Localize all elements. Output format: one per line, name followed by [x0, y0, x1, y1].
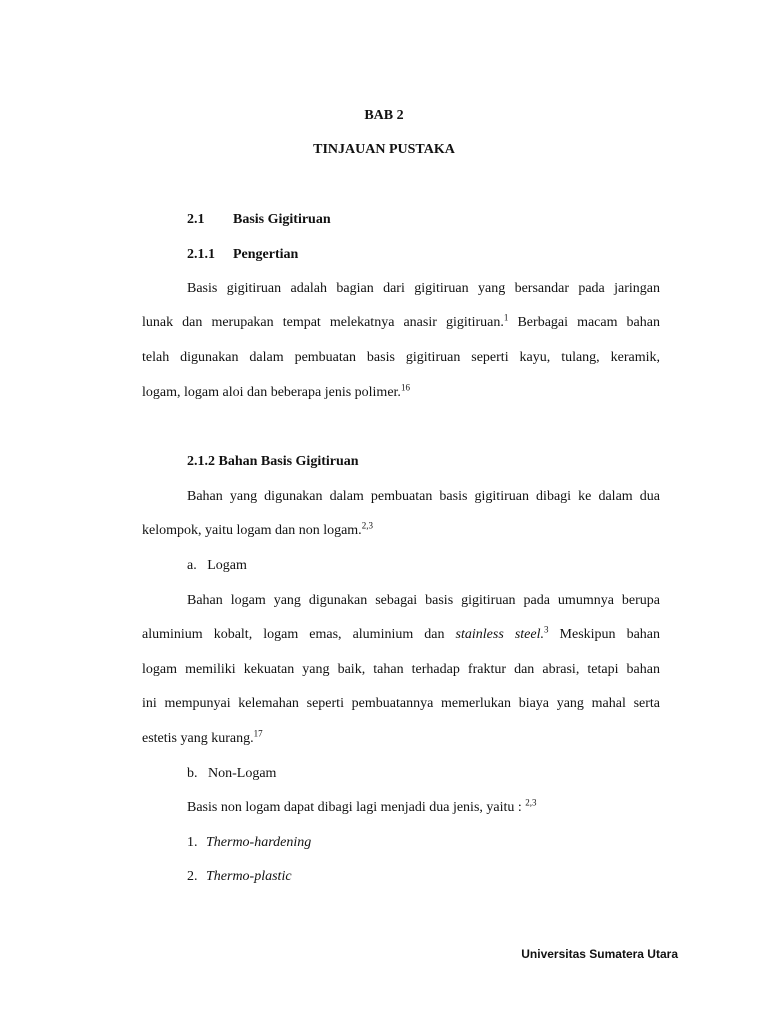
item-number: 1. [187, 835, 198, 850]
citation: 3 [543, 624, 549, 635]
paragraph-line: estetis yang kurang.$^{17}$ [142, 728, 263, 746]
item-text: Thermo-plastic [206, 869, 292, 884]
chapter-number: BAB 2 [364, 108, 404, 123]
paragraph-line: telah digunakan dalam pembuatan basis gigitiruan seperti kayu, tulang, keramik, [142, 350, 660, 365]
citation: 1 [503, 312, 509, 323]
paragraph-line: ini mempunyai kelemahan seperti pembuatannya memerlukan biaya yang mahal serta [142, 696, 660, 711]
chapter-title: TINJAUAN PUSTAKA [313, 142, 455, 157]
numbered-item [187, 868, 292, 886]
page-footer: Universitas Sumatera Utara [521, 947, 678, 961]
citation: 16 [400, 382, 410, 393]
section-number: 2.1 [187, 212, 205, 227]
paragraph-line: kelompok, yaitu logam dan non logam.$^{2,3}$ [142, 520, 373, 538]
paragraph-line: Bahan yang digunakan dalam pembuatan basis gigitiruan dibagi ke dalam dua [187, 489, 660, 504]
section-2-1-heading [187, 211, 331, 229]
item-number: 2. [187, 869, 198, 884]
paragraph-line: logam, logam aloi dan beberapa jenis polimer.$^{16}$ [142, 382, 410, 400]
section-title: Basis Gigitiruan [233, 212, 331, 227]
list-item-b: b. Non-Logam [187, 766, 277, 781]
italic-term: stainless steel. [455, 627, 544, 642]
paragraph-line: Bahan logam yang digunakan sebagai basis gigitiruan pada umumnya berupa [187, 593, 660, 608]
section-2-1-1-heading [187, 246, 298, 264]
paragraph-line: logam memiliki kekuatan yang baik, tahan terhadap fraktur dan abrasi, tetapi bahan [142, 662, 660, 677]
list-item-a: a. Logam [187, 558, 247, 573]
paragraph-line: Basis non logam dapat dibagi lagi menjadi dua jenis, yaitu : $^{2,3}$ [187, 797, 537, 815]
paragraph-line: lunak dan merupakan tempat melekatnya anasir gigitiruan.$^1$ Berbagai macam bahan [142, 312, 660, 330]
item-text: Thermo-hardening [206, 835, 312, 850]
citation: 17 [253, 728, 263, 739]
section-title: Pengertian [233, 247, 299, 262]
numbered-item [187, 834, 311, 852]
citation: 2,3 [361, 520, 373, 531]
section-2-1-2-heading: 2.1.2 Bahan Basis Gigitiruan [187, 454, 359, 469]
paragraph-line: aluminium kobalt, logam emas, aluminium dan stainless steel.$^3$ Meskipun bahan [142, 624, 660, 642]
citation: 2,3 [525, 797, 537, 808]
section-number: 2.1.1 [187, 247, 215, 262]
paragraph-line: Basis gigitiruan adalah bagian dari gigitiruan yang bersandar pada jaringan [187, 281, 660, 296]
